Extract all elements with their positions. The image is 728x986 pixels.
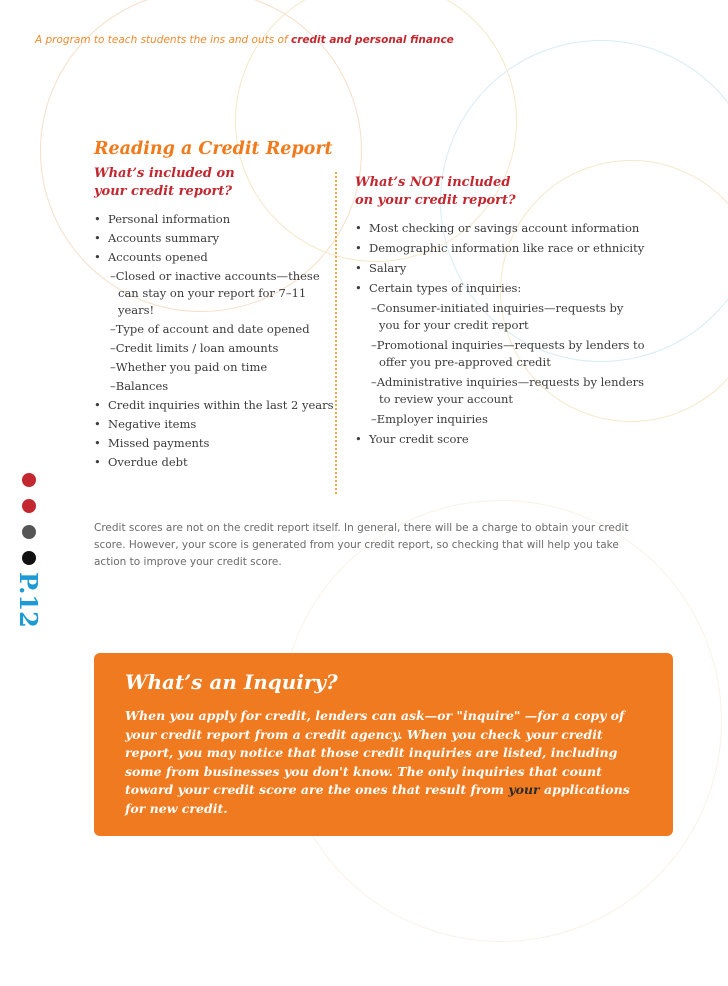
list-item: • Certain types of inquiries: (355, 280, 645, 297)
subtitle-line: What’s NOT included (355, 175, 511, 190)
list-item: • Your credit score (355, 431, 645, 448)
section-title: Reading a Credit Report (94, 139, 333, 159)
inquiry-callout (94, 653, 673, 836)
red-dot-icon (22, 473, 36, 487)
list-subitem: –Type of account and date opened (110, 322, 310, 336)
list-subitem: –Promotional inquiries—requests by lenders to offer you pre-approved credit (371, 338, 645, 369)
not-included-subtitle (355, 174, 615, 210)
page-number: P.12 (14, 572, 43, 628)
list-item: • Accounts opened (94, 249, 334, 266)
list-item: • Negative items (94, 416, 334, 433)
black-dot-icon (22, 551, 36, 565)
included-subtitle (94, 165, 324, 201)
list-item: • Missed payments (94, 435, 334, 452)
list-item: • Accounts summary (94, 230, 334, 247)
list-item: • Overdue debt (94, 454, 334, 471)
subtitle-line: your credit report? (94, 184, 232, 199)
not-included-list (355, 220, 645, 451)
inquiry-emphasis: your (508, 782, 540, 797)
program-tagline (35, 34, 454, 46)
red-dot-icon (22, 499, 36, 513)
inquiry-title: What’s an Inquiry? (125, 670, 338, 694)
column-divider (335, 172, 337, 494)
included-list (94, 211, 334, 473)
list-item: • Demographic information like race or ethnicity (355, 240, 645, 257)
list-subitem: –Closed or inactive accounts—these can stay on your report for 7–11 years! (110, 269, 320, 317)
list-item: • Personal information (94, 211, 334, 228)
list-subitem: –Employer inquiries (371, 412, 488, 426)
list-subitem: –Consumer-initiated inquiries—requests by you for your credit report (371, 301, 624, 332)
list-subitem: –Administrative inquiries—requests by lenders to review your account (371, 375, 645, 406)
tagline-text: A program to teach students the ins and outs of (35, 34, 292, 46)
list-item: • Most checking or savings account information (355, 220, 645, 237)
list-item: • Credit inquiries within the last 2 years (94, 397, 334, 414)
subtitle-line: What’s included on (94, 166, 235, 181)
gray-dot-icon (22, 525, 36, 539)
inquiry-text-end: applications for new credit. (125, 782, 630, 816)
subtitle-line: on your credit report? (355, 193, 516, 208)
list-subitem: –Balances (110, 379, 169, 393)
inquiry-text (125, 707, 635, 818)
list-item: • Salary (355, 260, 645, 277)
list-subitem: –Whether you paid on time (110, 360, 268, 374)
list-subitem: –Credit limits / loan amounts (110, 341, 279, 355)
tagline-accent: credit and personal finance (291, 34, 454, 46)
credit-score-note: Credit scores are not on the credit report itself. In general, there will be a charge to obtain your credit score. However, your score is generated from your credit report, so checking that will help you take action to improve your credit score. (94, 522, 629, 568)
page-marker-dots (22, 473, 36, 577)
inquiry-text-body: When you apply for credit, lenders can ask—or "inquire" —for a copy of your credit report from a credit agency. When you check your credit report, you may notice that those credit inquiries are listed, including some from businesses you don't know. The only inquiries that count toward your credit score are the ones that result from (125, 708, 625, 797)
